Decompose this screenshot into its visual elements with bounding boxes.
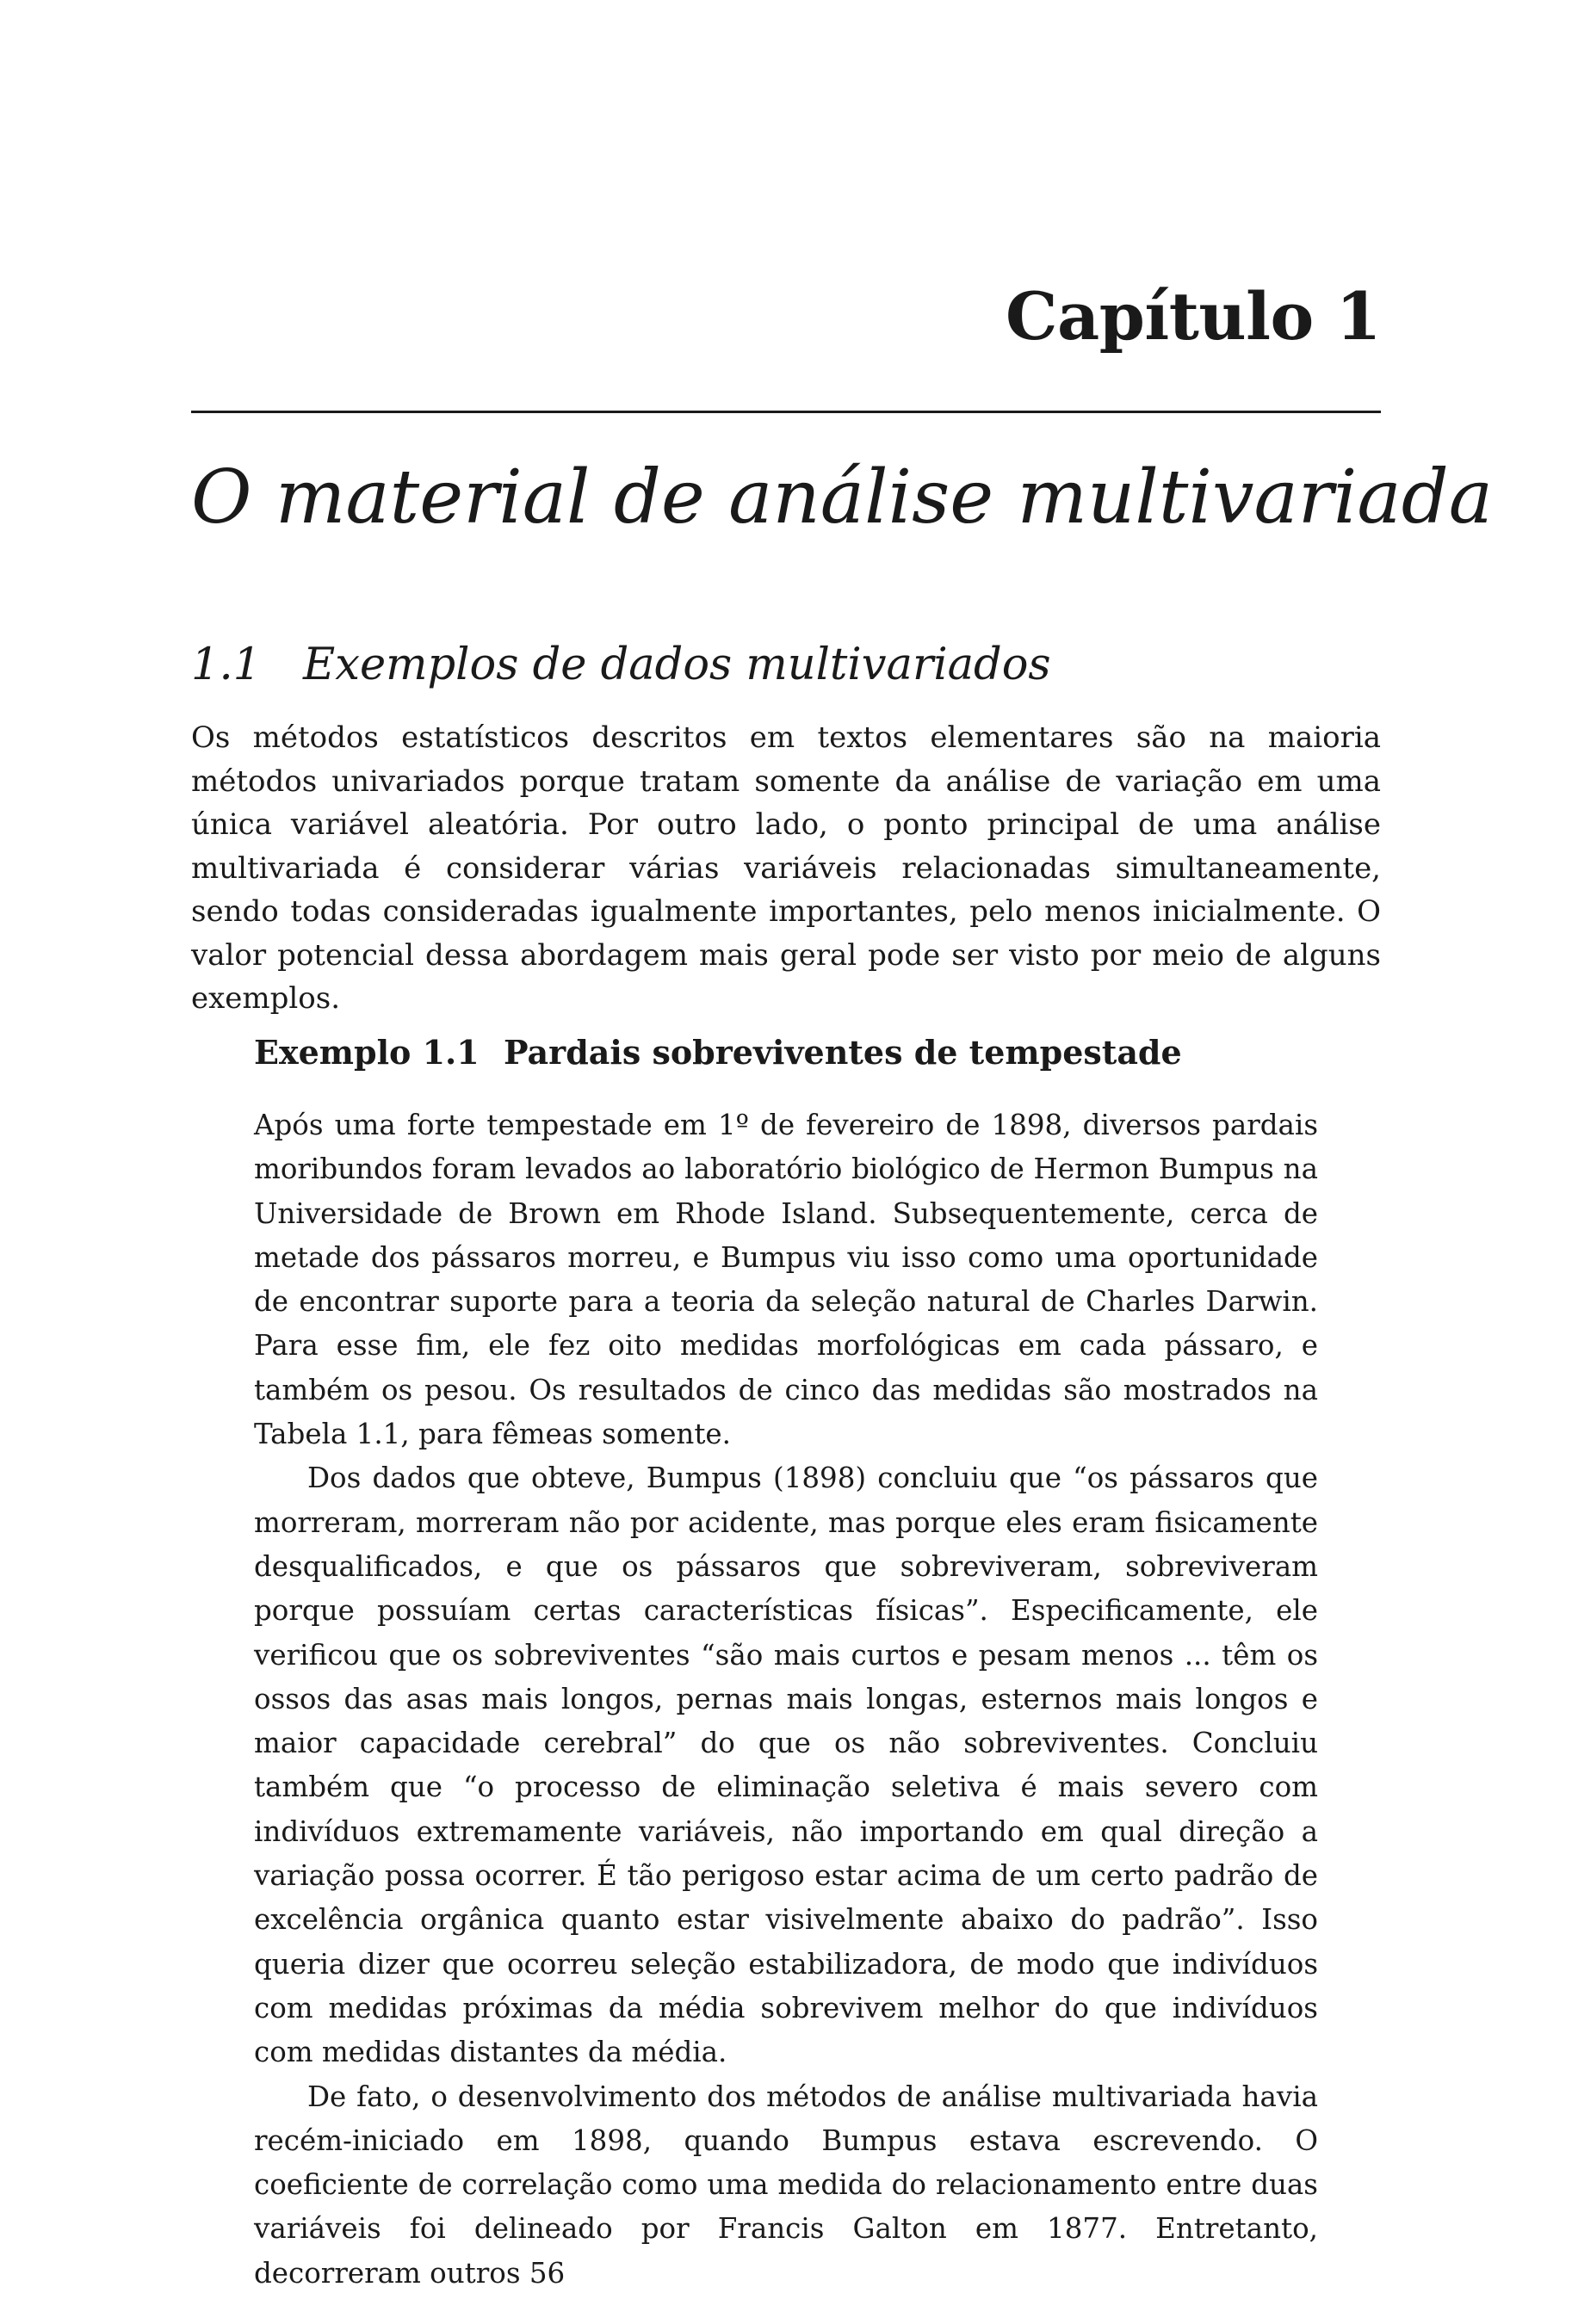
- section-title: Exemplos de dados multivariados: [303, 640, 1051, 690]
- example-paragraph: De fato, o desenvolvimento dos métodos de análise multivariada havia recém-iniciado em 1898, quando Bumpus estava escrevendo. O coeficiente de correlação como uma medida do relacionamento entre duas variáveis foi delineado por Francis Galton em 1877. Entretanto, decorreram outros 56: [254, 2080, 1318, 2290]
- example-title: Pardais sobreviventes de tempestade: [504, 1033, 1182, 1072]
- example-paragraph: Após uma forte tempestade em 1º de fevereiro de 1898, diversos pardais moribundos foram levados ao laboratório biológico de Hermon Bumpus na Universidade de Brown em Rhode Island. Subsequentemente, cerca de metade dos pássaros morreu, e Bumpus viu isso como uma oportunidade de encontrar suporte para a teoria da seleção natural de Charles Darwin. Para esse fim, ele fez oito medidas morfológicas em cada pássaro, e também os pesou. Os resultados de cinco das medidas são mostrados na Tabela 1.1, para fêmeas somente.: [254, 1109, 1318, 1451]
- section-body: [191, 716, 1381, 1021]
- chapter-title: O material de análise multivariada: [191, 454, 1494, 541]
- example-paragraph: Dos dados que obteve, Bumpus (1898) concluiu que “os pássaros que morreram, morreram não por acidente, mas porque eles eram fisicamente desqualificados, e que os pássaros que sobreviveram, sobreviveram porque possuíam certas características físicas”. Especificamente, ele verificou que os sobreviventes “são mais curtos e pesam menos ... têm os ossos das asas mais longos, pernas mais longas, esternos mais longos e maior capacidade cerebral” do que os não sobreviventes. Concluiu também que “o processo de eliminação seletiva é mais severo com indivíduos extremamente variáveis, não importando em qual direção a variação possa ocorrer. É tão perigoso estar acima de um certo padrão de excelência orgânica quanto estar visivelmente abaixo do padrão”. Isso queria dizer que ocorreu seleção estabilizadora, de modo que indivíduos com medidas próximas da média sobrevivem melhor do que indivíduos com medidas distantes da média.: [254, 1462, 1318, 2069]
- example-label: Exemplo 1.1: [254, 1033, 480, 1072]
- section-number: 1.1: [191, 640, 262, 690]
- example-body: [254, 1103, 1318, 2296]
- chapter-label: Capítulo 1: [1005, 278, 1381, 355]
- section-heading: [191, 640, 1051, 690]
- example-heading: [254, 1033, 1182, 1072]
- section-paragraph: Os métodos estatísticos descritos em textos elementares são na maioria métodos univariados porque tratam somente da análise de variação em uma única variável aleatória. Por outro lado, o ponto principal de uma análise multivariada é considerar várias variáveis relacionadas simultaneamente, sendo todas consideradas igualmente importantes, pelo menos inicialmente. O valor potencial dessa abordagem mais geral pode ser visto por meio de alguns exemplos.: [191, 720, 1381, 1016]
- chapter-divider: [191, 411, 1381, 413]
